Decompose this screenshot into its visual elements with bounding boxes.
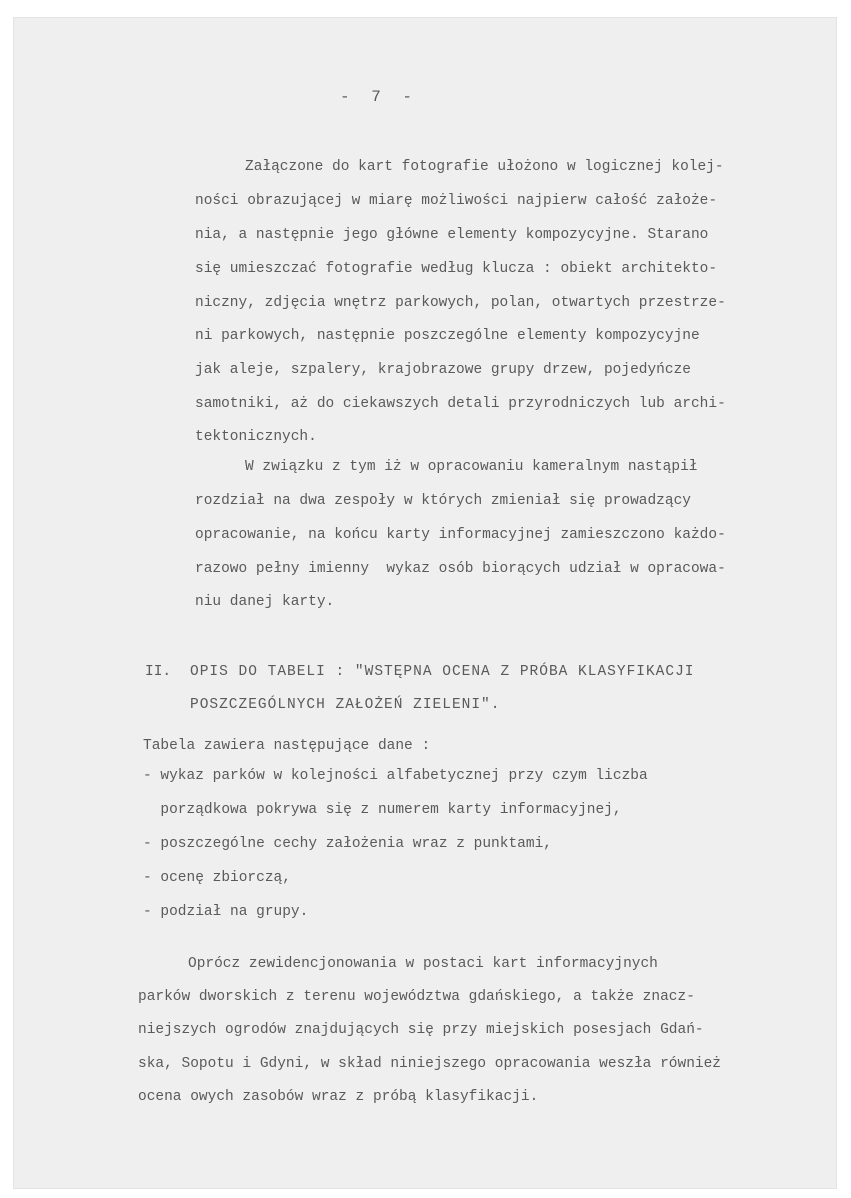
- text-line: samotniki, aż do ciekawszych detali przyrodniczych lub archi-: [195, 396, 726, 412]
- list-item: - podział na grupy.: [143, 904, 309, 920]
- section-number: II.: [145, 664, 172, 680]
- text-line: Oprócz zewidencjonowania w postaci kart informacyjnych: [188, 956, 658, 972]
- section-title-line: POSZCZEGÓLNYCH ZAŁOŻEŃ ZIELENI".: [190, 697, 501, 713]
- text-line: niu danej karty.: [195, 594, 335, 610]
- text-line: się umieszczać fotografie według klucza : obiekt architekto-: [195, 261, 718, 277]
- text-line: opracowanie, na końcu karty informacyjnej zamieszczono każdo-: [195, 527, 726, 543]
- list-item: - ocenę zbiorczą,: [143, 870, 291, 886]
- list-item: - poszczególne cechy założenia wraz z punktami,: [143, 836, 552, 852]
- text-line: ska, Sopotu i Gdyni, w skład niniejszego opracowania weszła również: [138, 1056, 721, 1072]
- list-item: - wykaz parków w kolejności alfabetycznej przy czym liczba: [143, 768, 648, 784]
- text-line: niejszych ogrodów znajdujących się przy miejskich posesjach Gdań-: [138, 1022, 704, 1038]
- text-line: ności obrazującej w miarę możliwości najpierw całość założe-: [195, 193, 718, 209]
- text-line: tektonicznych.: [195, 429, 317, 445]
- section-title-line: OPIS DO TABELI : "WSTĘPNA OCENA Z PRÓBA KLASYFIKACJI: [190, 664, 695, 680]
- list-item: porządkowa pokrywa się z numerem karty informacyjnej,: [143, 802, 622, 818]
- table-intro: Tabela zawiera następujące dane :: [143, 738, 431, 754]
- text-line: niczny, zdjęcia wnętrz parkowych, polan, otwartych przestrze-: [195, 295, 726, 311]
- text-line: jak aleje, szpalery, krajobrazowe grupy drzew, pojedyńcze: [195, 362, 691, 378]
- text-line: rozdział na dwa zespoły w których zmieniał się prowadzący: [195, 493, 691, 509]
- text-line: parków dworskich z terenu województwa gdańskiego, a także znacz-: [138, 989, 695, 1005]
- text-line: ocena owych zasobów wraz z próbą klasyfikacji.: [138, 1089, 539, 1105]
- text-line: W związku z tym iż w opracowaniu kameralnym nastąpił: [245, 459, 698, 475]
- text-line: ni parkowych, następnie poszczególne elementy kompozycyjne: [195, 328, 700, 344]
- text-line: razowo pełny imienny wykaz osób biorących udział w opracowa-: [195, 561, 726, 577]
- text-line: nia, a następnie jego główne elementy kompozycyjne. Starano: [195, 227, 709, 243]
- page-number: - 7 -: [340, 88, 419, 106]
- text-line: Załączone do kart fotografie ułożono w logicznej kolej-: [245, 159, 724, 175]
